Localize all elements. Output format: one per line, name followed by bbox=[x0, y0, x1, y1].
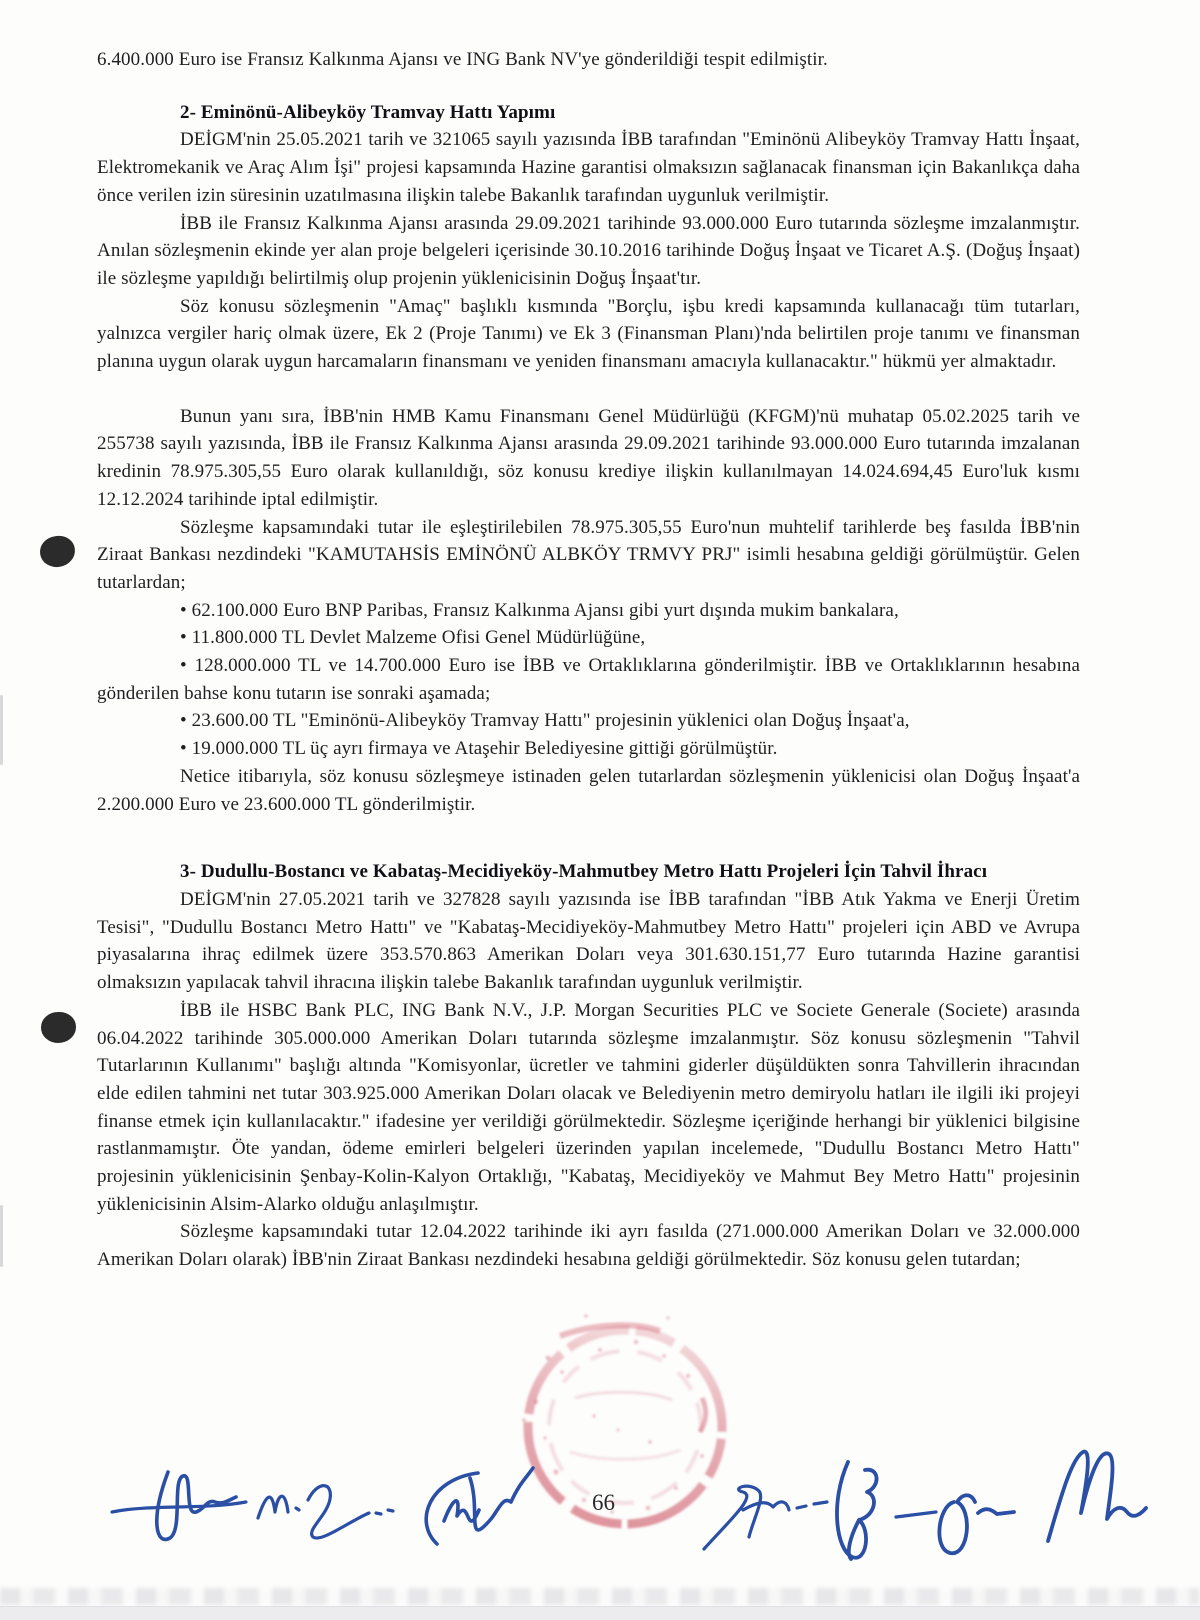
paragraph: İBB ile HSBC Bank PLC, ING Bank N.V., J.P. Morgan Securities PLC ve Societe Generale (Societe) arasında 06.04.2022 tarihinde 305.000.000 Amerikan Doları tutarında sözleşme imzalanmıştır. Söz konusu sözleşmenin "Tahvil Tutarlarının Kullanımı" başlığı altında "Komisyonlar, ücretler ve tahmini giderler düşüldükten sonra Tahvillerin ihracından elde edilen tahmini net tutar 303.925.000 Amerikan Doları olacak ve Belediyenin metro demiryolu hatları ile ilgili iki projeyi finanse etmek için kullanılacaktır." ifadesine yer verildiği görülmektedir. Sözleşme içeriğinde herhangi bir yüklenici bilgisine rastlanmamıştır. Öte yandan, ödeme emirleri belgeleri üzerinden yapılan incelemede, "Dudullu Bostancı Metro Hattı" projesinin yüklenicisinin Şenbay-Kolin-Kalyon Ortaklığı, "Kabataş, Mecidiyeköy ve Mahmut Bey Metro Hattı" projesinin yüklenicisinin Alsim-Alarko olduğu anlaşılmıştır. bbox=[97, 999, 1080, 1215]
paragraph: Bunun yanı sıra, İBB'nin HMB Kamu Finansmanı Genel Müdürlüğü (KFGM)'nü muhatap 05.02.2025 tarih ve 255738 sayılı yazısında, İBB ile Fransız Kalkınma Ajansı arasında 29.09.2021 tarihinde 93.000.000 Euro tutarında imzalanan kredinin 78.975.305,55 Euro olarak kullanıldığı, söz konusu krediye ilişkin kullanılmayan 14.024.694,45 Euro'luk kısmı 12.12.2024 tarihinde iptal edilmiştir. bbox=[97, 405, 1080, 510]
paragraph: İBB ile Fransız Kalkınma Ajansı arasında 29.09.2021 tarihinde 93.000.000 Euro tutarında sözleşme imzalanmıştır. Anılan sözleşmenin ekinde yer alan proje belgeleri içerisinde 30.10.2016 tarihinde Doğuş İnşaat ve Ticaret A.Ş. (Doğuş İnşaat) ile sözleşme yapıldığı belirtilmiş olup projenin yüklenicisinin Doğuş İnşaat'tır. bbox=[97, 212, 1080, 289]
scan-bottom-strip bbox=[0, 1606, 1200, 1620]
text-column bbox=[97, 46, 1080, 1274]
paragraph: DEİGM'nin 27.05.2021 tarih ve 327828 sayılı yazısında ise İBB tarafından "İBB Atık Yakma ve Enerji Üretim Tesisi", "Dudullu Bostancı Metro Hattı" ve "Kabataş-Mecidiyeköy-Mahmutbey Metro Hattı" projeleri için ABD ve Avrupa piyasalarına ihraç edilmek üzere 353.570.863 Amerikan Doları veya 301.630.151,77 Euro tutarında Hazine garantisi olmaksızın yapılacak tahvil ihracına ilişkin talebe Bakanlık tarafından uygunluk verilmiştir. bbox=[97, 888, 1080, 994]
paragraph: Sözleşme kapsamındaki tutar ile eşleştirilebilen 78.975.305,55 Euro'nun muhtelif tarihlerde beş fasılda İBB'nin Ziraat Bankası nezdindeki "KAMUTAHSİS EMİNÖNÜ ALBKÖY TRMVY PRJ" isimli hesabına geldiği görülmüştür. Gelen tutarlardan; bbox=[97, 516, 1080, 593]
page-number: 66 bbox=[592, 1490, 615, 1515]
hole-punch-dot bbox=[41, 1012, 76, 1043]
bullet-item: • 23.600.00 TL "Eminönü-Alibeyköy Tramvay Hattı" projesinin yüklenici olan Doğuş İnşaat'a, bbox=[180, 710, 910, 732]
paragraph: Sözleşme kapsamındaki tutar 12.04.2022 tarihinde iki ayrı fasılda (271.000.000 Amerikan Doları ve 32.000.000 Amerikan Doları olarak) İBB'nin Ziraat Bankası nezdindeki hesabına geldiği görülmektedir. Söz konusu gelen tutardan; bbox=[97, 1221, 1080, 1271]
scan-edge-artifact bbox=[0, 695, 3, 765]
signature bbox=[112, 1502, 246, 1512]
signature bbox=[704, 1486, 827, 1549]
paragraph: Netice itibarıyla, söz konusu sözleşmeye istinaden gelen tutarlardan sözleşmenin yüklenicisi olan Doğuş İnşaat'a 2.200.000 Euro ve 23.600.000 TL gönderilmiştir. bbox=[97, 765, 1080, 815]
section-heading: 2- Eminönü-Alibeyköy Tramvay Hattı Yapımı bbox=[180, 101, 556, 123]
bullet-item: • 19.000.000 TL üç ayrı firmaya ve Ataşehir Belediyesine gittiği görülmüştür. bbox=[180, 738, 778, 760]
signature bbox=[444, 1468, 533, 1530]
paragraph: 6.400.000 Euro ise Fransız Kalkınma Ajansı ve ING Bank NV'ye gönderildiği tespit edilmiştir. bbox=[97, 49, 828, 70]
bullet-item: • 128.000.000 TL ve 14.700.000 Euro ise İBB ve Ortaklıklarına gönderilmiştir. İBB ve Ortaklıklarının hesabına gönderilen bahse konu tutarın ise sonraki aşamada; bbox=[97, 655, 1080, 704]
ghost-text-band bbox=[0, 1588, 1200, 1605]
scan-edge-artifact bbox=[0, 1205, 3, 1267]
circular-red-stamp-icon bbox=[490, 1292, 760, 1562]
signature bbox=[157, 1472, 236, 1539]
signature bbox=[426, 1473, 478, 1544]
signature bbox=[258, 1496, 299, 1518]
hole-punch-dot bbox=[38, 534, 77, 570]
signature bbox=[939, 1495, 1014, 1553]
bullet-item: • 11.800.000 TL Devlet Malzeme Ofisi Genel Müdürlüğüne, bbox=[180, 627, 646, 649]
paragraph: DEİGM'nin 25.05.2021 tarih ve 321065 sayılı yazısında İBB tarafından "Eminönü Alibeyköy Tramvay Hattı İnşaat, Elektromekanik ve Araç Alım İşi" projesi kapsamında Hazine garantisi olmaksızın sağlanacak finansman için Bakanlıkça daha önce verilen izin süresinin uzatılmasına ilişkin talebe Bakanlık tarafından uygunluk verilmiştir. bbox=[97, 129, 1080, 206]
signature bbox=[837, 1462, 877, 1559]
bullet-item: • 62.100.000 Euro BNP Paribas, Fransız Kalkınma Ajansı gibi yurt dışında mukim bankalara, bbox=[180, 599, 899, 621]
signature bbox=[896, 1512, 936, 1517]
signature bbox=[308, 1486, 393, 1538]
signature bbox=[1048, 1452, 1146, 1541]
section-heading: 3- Dudullu-Bostancı ve Kabataş-Mecidiyeköy-Mahmutbey Metro Hattı Projeleri İçin Tahvil İhracı bbox=[180, 861, 988, 883]
paragraph: Söz konusu sözleşmenin "Amaç" başlıklı kısmında "Borçlu, işbu kredi kapsamında kullanacağı tüm tutarları, yalnızca vergiler hariç olmak üzere, Ek 2 (Proje Tanımı) ve Ek 3 (Finansman Planı)'nda belirtilen proje tanımı ve finansman planına uygun olarak uygun harcamaların finansmanı ve yeniden finansmanı amacıyla kullanacaktır." hükmü yer almaktadır. bbox=[97, 295, 1080, 373]
